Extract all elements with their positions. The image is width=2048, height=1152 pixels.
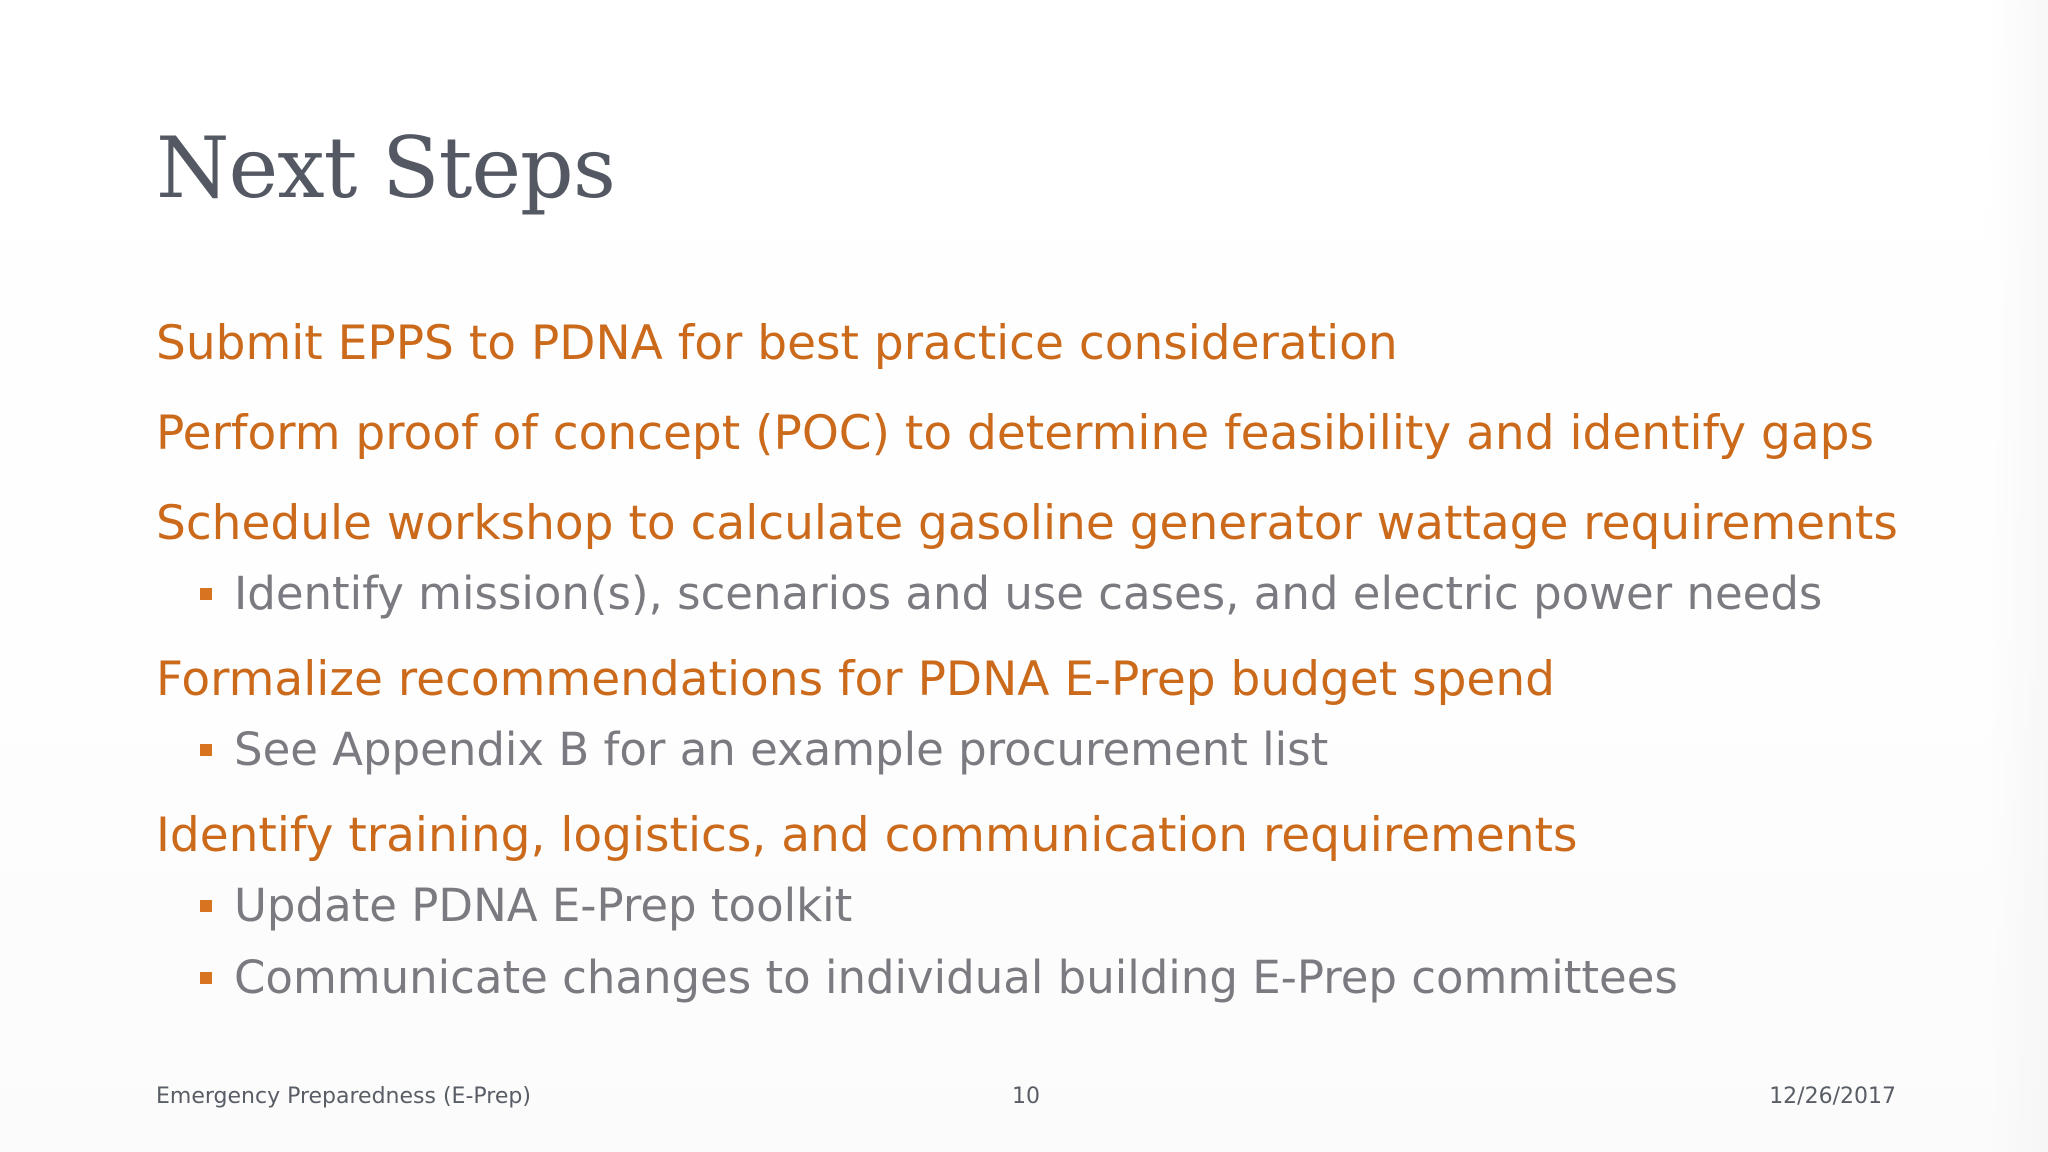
square-bullet-icon bbox=[200, 900, 212, 912]
slide-edge-shadow bbox=[1988, 0, 2048, 1152]
bullet-level2-text: See Appendix B for an example procurement list bbox=[234, 723, 1329, 776]
bullet-level2-item bbox=[234, 876, 1956, 936]
bullet-level2-text: Identify mission(s), scenarios and use cases, and electric power needs bbox=[234, 567, 1823, 620]
footer-presentation-name: Emergency Preparedness (E-Prep) bbox=[156, 1084, 531, 1109]
footer-date: 12/26/2017 bbox=[1769, 1084, 1896, 1109]
bullet-level1-item: Identify training, logistics, and communication requirements bbox=[156, 808, 1578, 863]
bullet-level2-item bbox=[234, 720, 1956, 780]
square-bullet-icon bbox=[200, 744, 212, 756]
bullet-level2-item bbox=[234, 564, 1956, 624]
bullet-level1-item: Perform proof of concept (POC) to determine feasibility and identify gaps bbox=[156, 406, 1874, 461]
bullet-level2-item bbox=[234, 948, 1956, 1008]
bullet-level1-item: Submit EPPS to PDNA for best practice consideration bbox=[156, 316, 1398, 371]
bullet-level2-text: Update PDNA E-Prep toolkit bbox=[234, 879, 853, 932]
footer-slide-number: 10 bbox=[1012, 1084, 1040, 1109]
square-bullet-icon bbox=[200, 588, 212, 600]
bullet-level1-item: Schedule workshop to calculate gasoline generator wattage requirements bbox=[156, 496, 1898, 551]
slide-title: Next Steps bbox=[156, 119, 615, 217]
square-bullet-icon bbox=[200, 972, 212, 984]
bullet-level2-text: Communicate changes to individual building E-Prep committees bbox=[234, 951, 1678, 1004]
slide-body bbox=[156, 312, 1956, 1008]
bullet-level1-item: Formalize recommendations for PDNA E-Prep budget spend bbox=[156, 652, 1555, 707]
